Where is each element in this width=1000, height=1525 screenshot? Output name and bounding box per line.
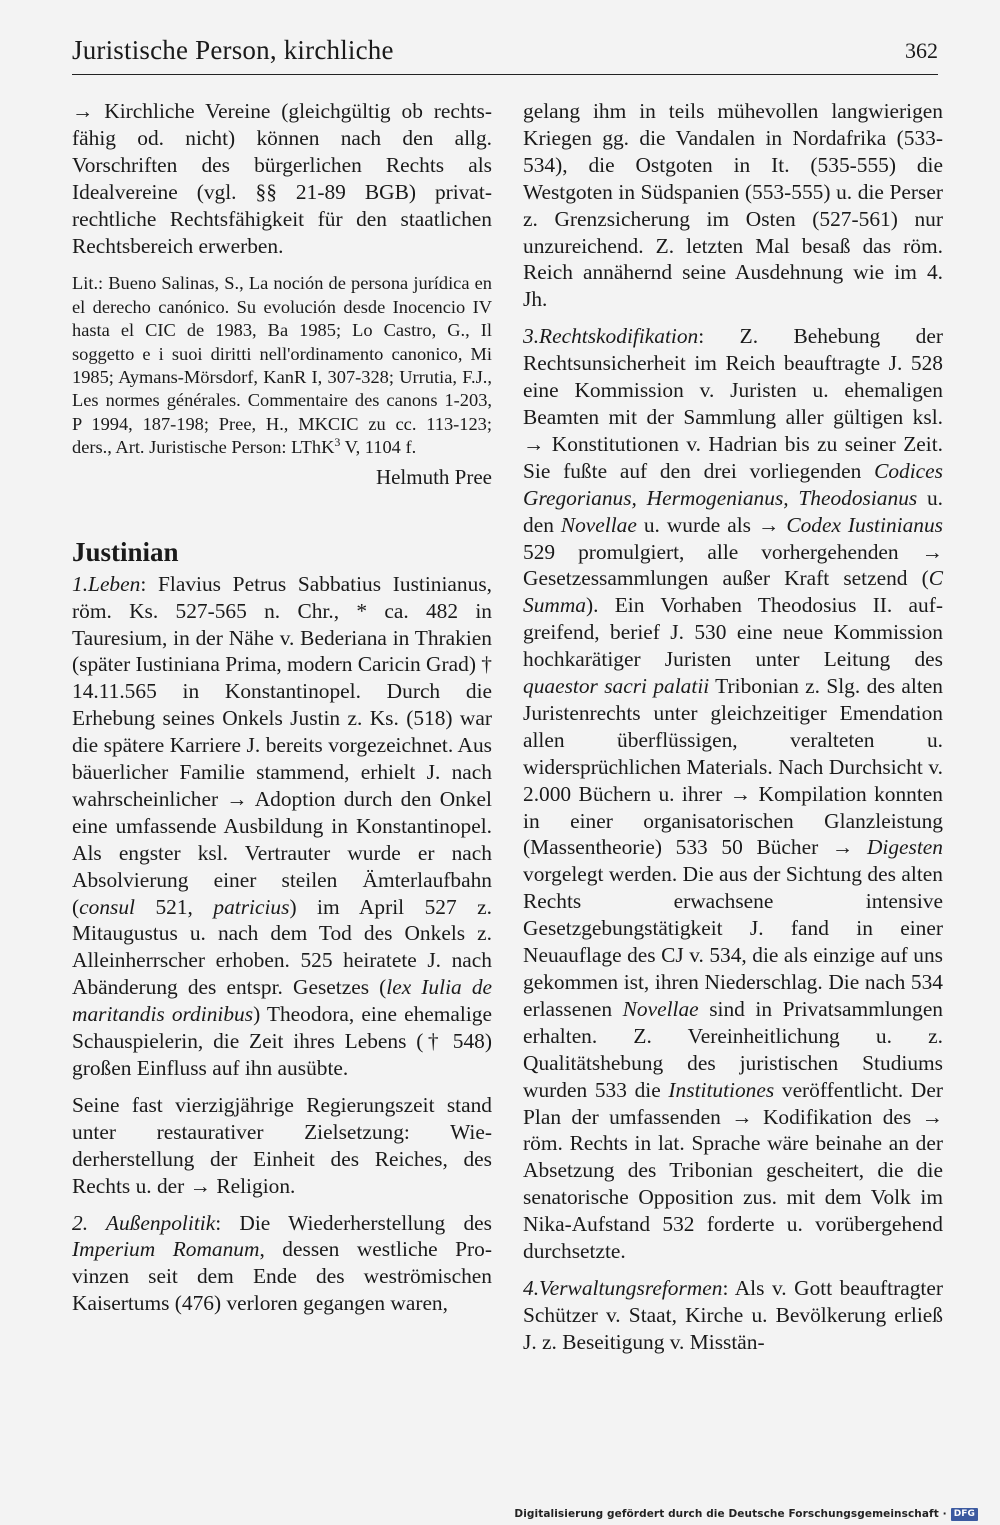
section-label-rechtskodifikation: 3.Rechtskodifikation (523, 324, 699, 349)
section-text: u. wurde als → (636, 512, 787, 537)
right-column (523, 98, 943, 1356)
dfg-logo-icon: DFG (951, 1508, 978, 1521)
italic-term: C Summa (523, 566, 943, 618)
section-text: u. den (523, 485, 943, 537)
section-text: ) im April 527 z. Mitaugustus u. nach dem Tod des Onkels z. Alleinherrscher erhoben. 525 heiratete J. nach Abänderung des entspr. Gesetzes ( (72, 894, 492, 1000)
section-text: Tribonian z. Slg. des alten Juristenrechts unter gleichzeitiger Emendation allen überflüssigen, veralteten u. widersprüchlichen Materials. Nach Durchsicht v. 2.000 Büchern u. ihrer → Kompilation konnten in einer organisatorischen Glanzleistung (Massentheorie) 533 50 Bücher → (523, 674, 943, 860)
section-text: 521, (134, 894, 214, 919)
section-text: : Flavius Petrus Sabbatius Iustinianus, röm. Ks. 527-565 n. Chr., * ca. 482 in Tauresium, in der Nähe v. Bederiana in Thrakien (später Iustiniana Prima, modern Caricin Grad) † 14.11.565 in Konstantinopel. Durch die Erhebung seines Onkels Justin z. Ks. (518) war die spätere Karriere J. bereits vorgezeichnet. Aus bäuerlicher Familie stammend, erhielt J. nach wahrscheinlicher → Adoption durch den Onkel eine umfassende Ausbildung in Konstantinopel. Als engster ksl. Vertrauter wurde er nach Absolvierung einer steilen Ämterlaufbahn ( (72, 571, 492, 919)
header-title: Juristische Person, kirchliche (72, 35, 394, 65)
section-text: ). Ein Vorhaben Theodosius II. aufgreifend, berief J. 530 eine neue Kommission hochkarätiger Juristen unter Leitung des (523, 593, 943, 672)
section-text: sind in Privatsammlungen erhalten. Z. Vereinheitlichung u. z. Qualitätshebung des juristischen Studiums wurden 533 die (523, 996, 944, 1102)
section-text: 529 promulgiert, alle vorhergehenden → Gesetzessammlungen außer Kraft setzend ( (523, 539, 943, 591)
section-rechtskodifikation (523, 323, 943, 1265)
entry-title: Justinian (72, 536, 179, 567)
literature-list (72, 272, 492, 459)
literature-text-end: V, 1104 f. (340, 437, 417, 458)
footer-text: Digitalisierung gefördert durch die Deutsche Forschungsgemeinschaft · (514, 1508, 947, 1520)
italic-term: quaestor sacri palatii (523, 674, 710, 699)
section-aussenpolitik (72, 1210, 492, 1318)
running-header (72, 34, 938, 75)
section-verwaltungsreformen (523, 1275, 943, 1356)
section-text: , dessen westliche Provinzen seit dem Ende des weströmischen Kaisertums (476) verloren gegangen waren, (72, 1237, 492, 1316)
section-text: vorgelegt werden. Die aus der Sichtung des alten Rechts erwachsene intensive Gesetzgebungstätigkeit J. fand in einer Neuauflage des CJ v. 534, die als einzige auf uns gekommen ist, ihren Niederschlag. Die nach 534 erlassenen (523, 862, 943, 1021)
literature-superscript: 3 (334, 435, 341, 450)
italic-term: patricius (213, 894, 290, 919)
paragraph-regierungszeit: Seine fast vierzigjährige Regierungszeit stand unter restaurativer Zielsetzung: Wiederherstellung der Einheit des Reiches, des Rechts u. der → Religion. (72, 1092, 492, 1198)
section-text: : Die Wiederherstellung des (215, 1210, 492, 1235)
paragraph-kirchliche-vereine: → Kirchliche Vereine (gleichgültig ob rechtsfähig od. nicht) können nach den allg. Vorschriften des bürgerlichen Rechts als Idealvereine (vgl. §§ 21-89 BGB) privatrechtliche Rechtsfähigkeit für den staatlichen Rechtsbereich erwerben. (72, 99, 492, 258)
section-text: : Als v. Gott beauftragter Schützer v. Staat, Kirche u. Bevölkerung erließ J. z. Beseitigung v. Misstän- (523, 1275, 943, 1354)
italic-term: Digesten (866, 835, 943, 860)
digitization-footer (514, 1507, 978, 1521)
italic-term: Novellae (622, 996, 699, 1021)
italic-term: Institutiones (668, 1077, 775, 1102)
section-label-verwaltungsreformen: 4.Verwaltungsreformen (523, 1275, 723, 1300)
section-label-aussenpolitik: 2. Außenpolitik (72, 1210, 216, 1235)
section-leben (72, 571, 492, 1082)
section-label-leben: 1.Leben (72, 571, 141, 596)
italic-term: consul (79, 894, 135, 919)
left-column (72, 98, 492, 1317)
italic-term: Imperium Romanum (72, 1237, 260, 1262)
italic-term: Codices Gregorianus, Hermogenianus, Theodosianus (523, 458, 943, 510)
italic-term: Codex Iustinianus (786, 512, 943, 537)
italic-term: lex Iulia de maritandis ordinibus (72, 975, 493, 1027)
literature-text: Lit.: Bueno Salinas, S., La noción de persona jurídica en el derecho canónico. Su evolución desde Inocencio IV hasta el CIC de 1983, Ba 1985; Lo Castro, G., Il soggetto e i suoi diritti nell'ordinamento canonico, Mi 1985; Aymans-Mörsdorf, KanR I, 307-328; Urrutia, F.J., Les normes générales. Commentaire des canons 1-203, P 1994, 187-198; Pree, H., MKCIC zu cc. 113-123; ders., Art. Juristische Person: LThK (72, 273, 492, 458)
page-number: 362 (905, 38, 938, 63)
author-name: Helmuth Pree (375, 464, 492, 489)
section-text: : Z. Behebung der Rechtsunsicherheit im Reich beauftragte J. 528 eine Kommission v. Juristen u. ehemaligen Beamten mit der Sammlung aller gültigen ksl. → Konstitutionen v. Hadrian bis zu seiner Zeit. Sie fußte auf den drei vorliegenden (523, 324, 943, 483)
paragraph-kriege: gelang ihm in teils mühevollen langwierigen Kriegen gg. die Vandalen in Nordafrika (533-534), die Ostgoten in It. (535-555) die Westgoten in Südspanien (553-555) u. die Perser z. Grenzsicherung im Osten (527-561) nur unzureichend. Z. letzten Mal besaß das röm. Reich annähernd seine Ausdehnung wie im 4. Jh. (523, 99, 943, 312)
section-text: ) Theodora, eine ehemalige Schauspielerin, die Zeit ihres Lebens († 548) großen Einfluss auf ihn ausübte. (72, 1002, 492, 1080)
italic-term: Novellae (560, 512, 637, 537)
section-text: veröffentlicht. Der Plan der umfassenden → Kodifikation des → röm. Rechts in lat. Sprache wäre beinahe an der Absetzung des Tribonian gescheitert, die die senatorische Opposition zus. mit dem Volk im Nika-Aufstand 532 forderte u. vorübergehend durchsetzte. (523, 1077, 943, 1264)
